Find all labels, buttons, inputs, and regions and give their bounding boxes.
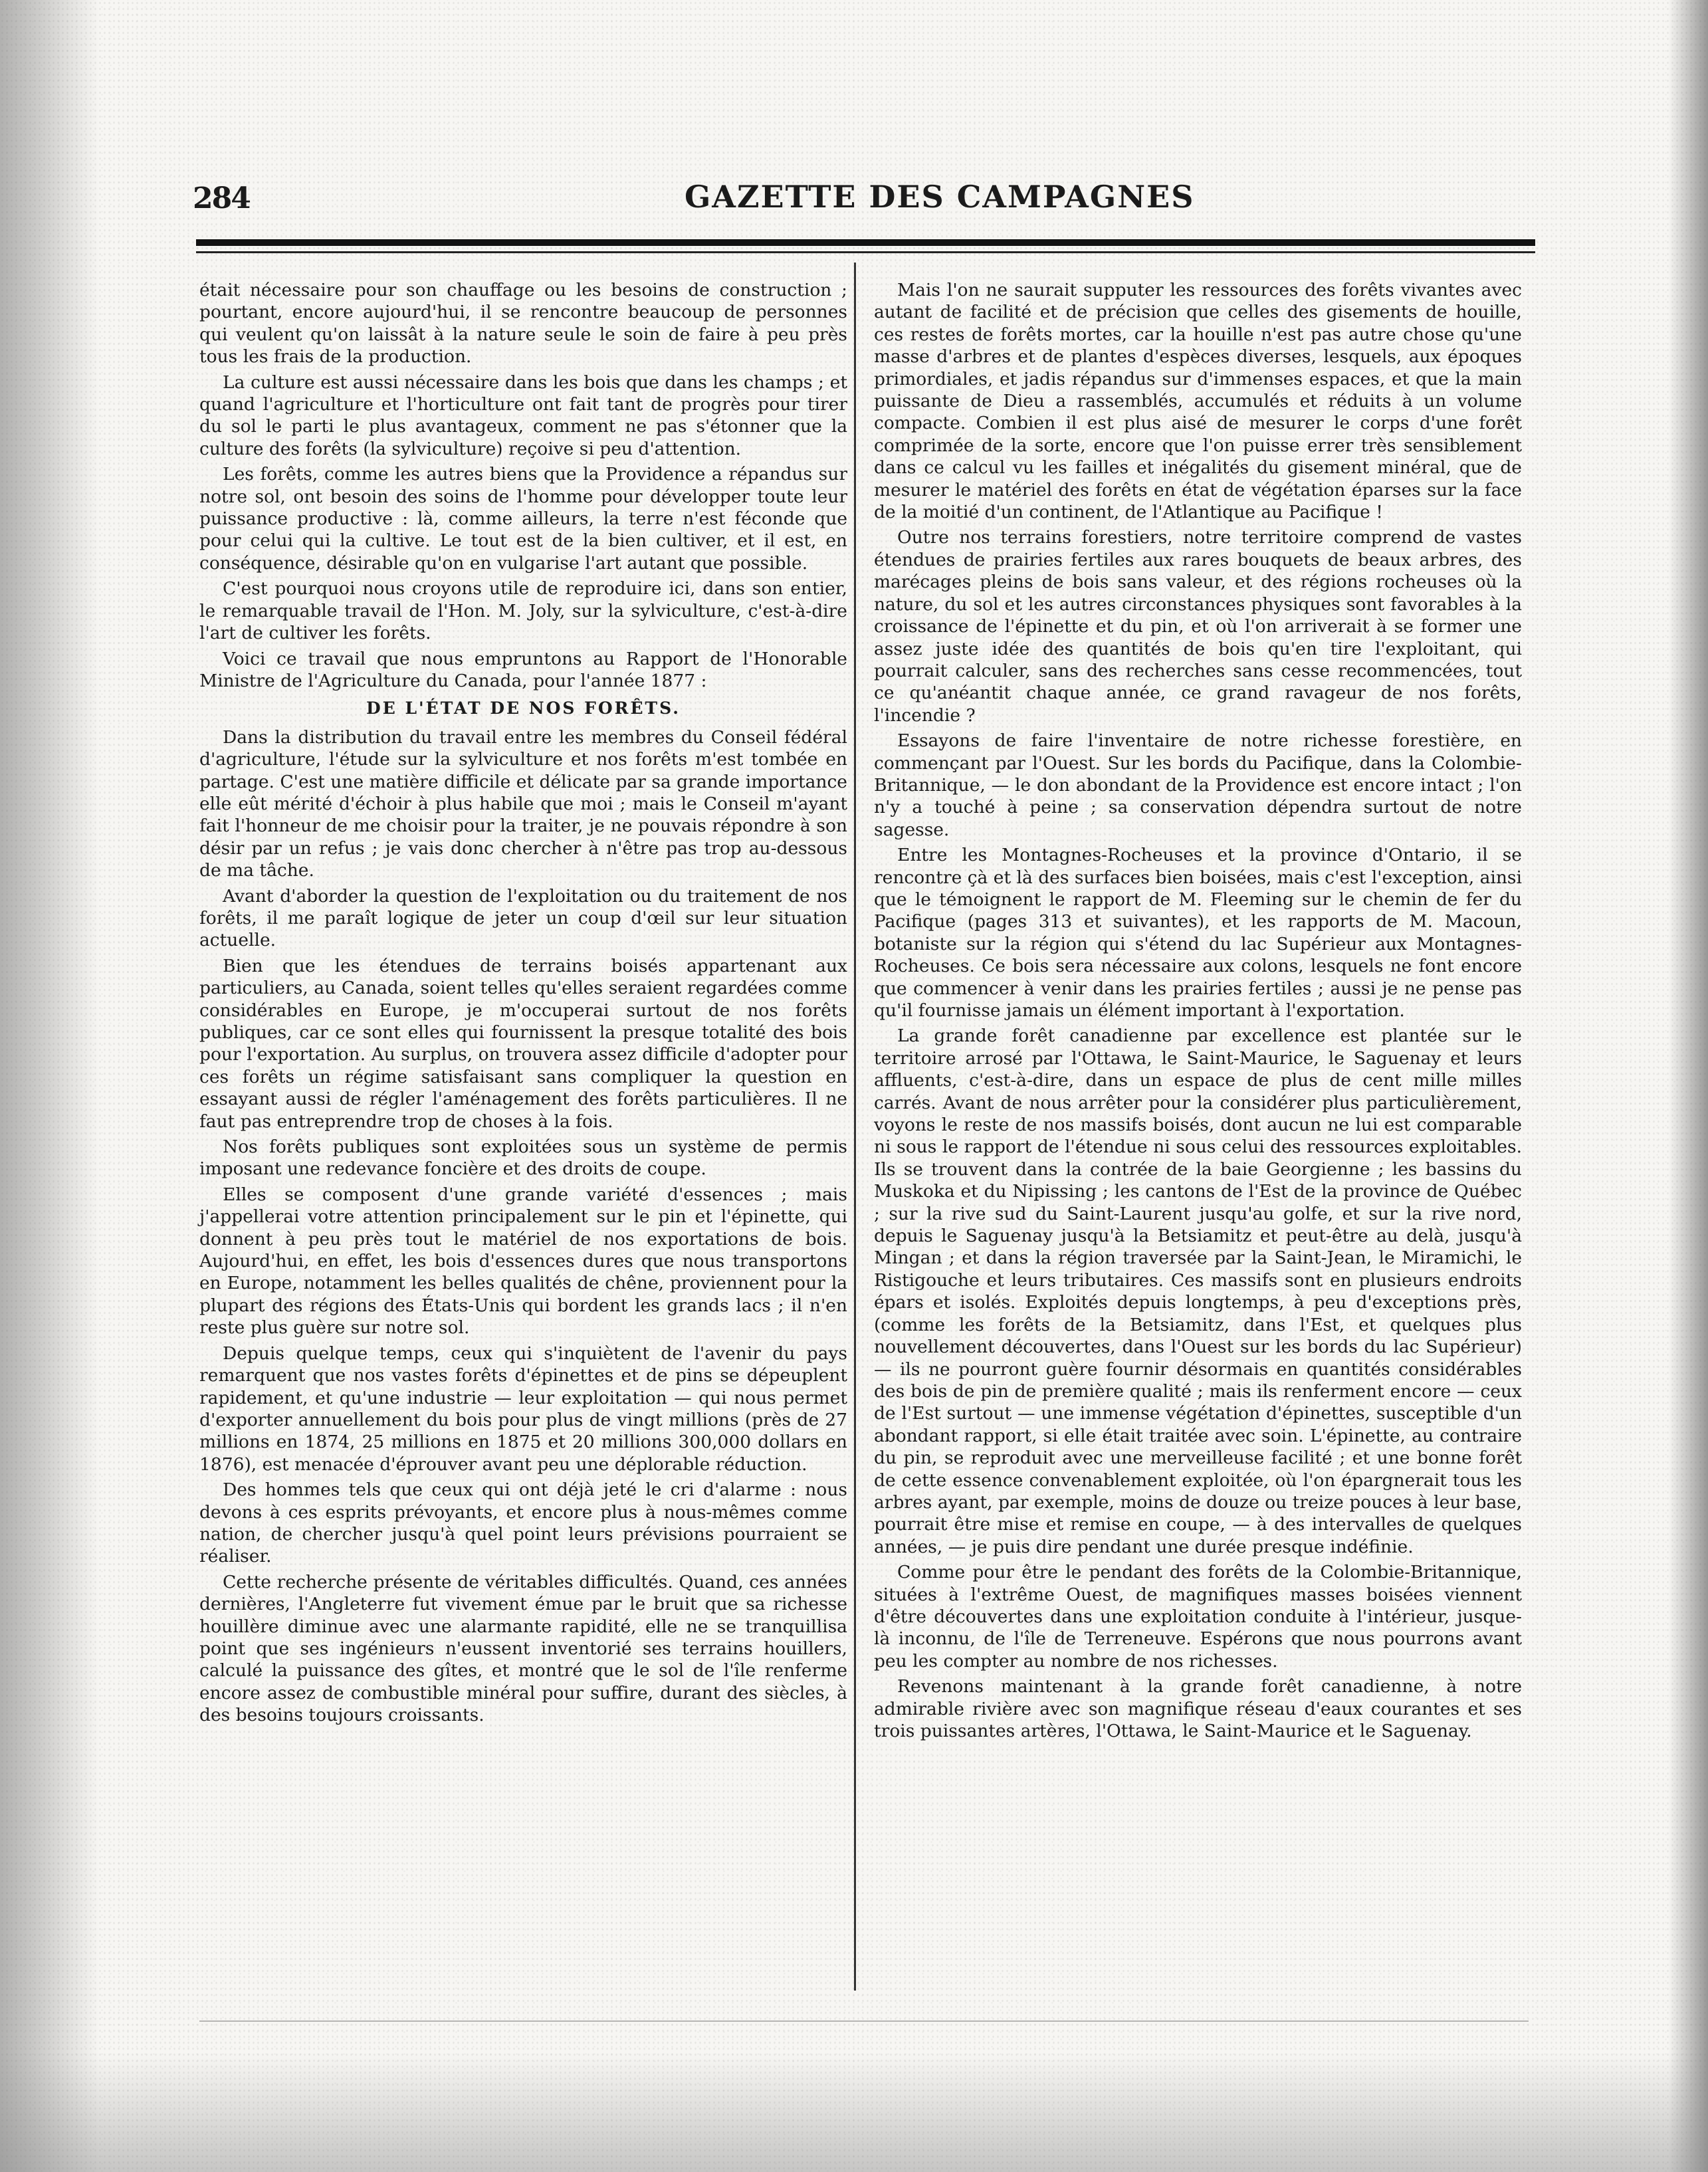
paragraph: Elles se composent d'une grande variété d'essences ; mais j'appellerai votre attention principalement sur le pin et l'épinette, qui donnent à peu près tout le matériel de nos exportations de bois. Aujourd'hui, en effet, les bois d'essences dures que nous transportons en Europe, notamment les belles qualités de chêne, proviennent pour la plupart des régions des États-Unis qui bordent les grands lacs ; il n'en reste plus guère sur notre sol. — [199, 1184, 847, 1339]
paragraph: Des hommes tels que ceux qui ont déjà jeté le cri d'alarme : nous devons à ces esprits prévoyants, et encore plus à nous-mêmes comme nation, de chercher jusqu'à quel point leurs prévisions pourraient se réaliser. — [199, 1479, 847, 1567]
paragraph: Nos forêts publiques sont exploitées sous un système de permis imposant une redevance foncière et des droits de coupe. — [199, 1137, 847, 1180]
paragraph: Les forêts, comme les autres biens que la Providence a répandus sur notre sol, ont besoin des soins de l'homme pour développer toute leur puissance productive : là, comme ailleurs, la terre n'est féconde que pour celui qui la cultive. Le tout est de la bien cultiver, et il est, en conséquence, désirable qu'on en vulgarise l'art autant que possible. — [199, 464, 847, 574]
scan-shadow-bottom — [0, 2052, 1708, 2172]
paragraph: Bien que les étendues de terrains boisés appartenant aux particuliers, au Canada, soient telles qu'elles seraient regardées comme considérables en Europe, je m'occuperai surtout de nos forêts publiques, car ce sont elles qui fournissent la presque totalité des bois pour l'exportation. Au surplus, on trouvera assez difficile d'adopter pour ces forêts un régime satisfaisant sans compliquer la question en essayant aussi de régler l'aménagement des forêts particulières. Il ne faut pas entreprendre trop de choses à la fois. — [199, 955, 847, 1132]
paragraph: était nécessaire pour son chauffage ou les besoins de construction ; pourtant, encore aujourd'hui, il se rencontre beaucoup de personnes qui veulent qu'on laissât à la nature seule le soin de faire à peu près tous les frais de la production. — [199, 280, 847, 368]
paragraph: Revenons maintenant à la grande forêt canadienne, à notre admirable rivière avec son magnifique réseau d'eaux courantes et ses trois puissantes artères, l'Ottawa, le Saint-Maurice et le Saguenay. — [874, 1676, 1522, 1741]
paragraph: Comme pour être le pendant des forêts de la Colombie-Britannique, situées à l'extrême Ouest, de magnifiques masses boisées viennent d'être découvertes dans une exploitation conduite à l'intérieur, jusque-là inconnu, de l'île de Terreneuve. Espérons que nous pourrons avant peu les compter au nombre de nos richesses. — [874, 1562, 1522, 1672]
header-rule-thin — [196, 251, 1535, 253]
paragraph: La culture est aussi nécessaire dans les bois que dans les champs ; et quand l'agriculture et l'horticulture ont fait tant de progrès pour tirer du sol le parti le plus avantageux, comment ne pas s'étonner que la culture des forêts (la sylviculture) reçoive si peu d'attention. — [199, 372, 847, 459]
paragraph: Depuis quelque temps, ceux qui s'inquiètent de l'avenir du pays remarquent que nos vastes forêts d'épinettes et de pins se dépeuplent rapidement, et qu'une industrie — leur exploitation — qui nous permet d'exporter annuellement du bois pour plus de vingt millions (près de 27 millions en 1874, 25 millions en 1875 et 20 millions 300,000 dollars en 1876), est menacée d'éprouver avant peu une déplorable réduction. — [199, 1343, 847, 1475]
page-number: 284 — [193, 181, 250, 215]
paragraph: Avant d'aborder la question de l'exploitation ou du traitement de nos forêts, il me paraît logique de jeter un coup d'œil sur leur situation actuelle. — [199, 885, 847, 951]
paragraph: Outre nos terrains forestiers, notre territoire comprend de vastes étendues de prairies fertiles aux rares bouquets de beaux arbres, des marécages pleins de bois sans valeur, et des régions rocheuses où la nature, du sol et les autres circonstances physiques sont favorables à la croissance de l'épinette et du pin, et où l'on arriverait à se former une assez juste idée des quantités de bois qu'en tire l'exploitant, qui pourrait calculer, sans des recherches sans cesse recommencées, tout ce qu'anéantit chaque année, ce grand ravageur de nos forêts, l'incendie ? — [874, 527, 1522, 726]
running-title: GAZETTE DES CAMPAGNES — [685, 179, 1195, 215]
footer-rule — [199, 2020, 1529, 2022]
paragraph: Mais l'on ne saurait supputer les ressources des forêts vivantes avec autant de facilité et de précision que celles des gisements de houille, ces restes de forêts mortes, car la houille n'est pas autre chose qu'une masse d'arbres et de plantes d'espèces diverses, lesquels, aux époques primordiales, et jadis répandus sur d'immenses espaces, et que la main puissante de Dieu a rassemblés, accumulés et réduits à un volume compacte. Combien il est plus aisé de mesurer le corps d'une forêt comprimée de la sorte, encore que l'on puisse errer très sensiblement dans ce calcul vu les failles et inégalités du gisement minéral, que de mesurer le matériel des forêts en état de végétation éparses sur la face de la moitié d'un continent, de l'Atlantique au Pacifique ! — [874, 280, 1522, 523]
paragraph: Cette recherche présente de véritables difficultés. Quand, ces années dernières, l'Angleterre fut vivement émue par le bruit que sa richesse houillère diminue avec une alarmante rapidité, elle ne se tranquillisa point que ses ingénieurs n'eussent inventorié ses terrains houillers, calculé la puissance des gîtes, et montré que le sol de l'île renferme encore assez de combustible minéral pour suffire, durant des siècles, à des besoins toujours croissants. — [199, 1571, 847, 1726]
section-heading: DE L'ÉTAT DE NOS FORÊTS. — [366, 699, 681, 718]
paragraph: Entre les Montagnes-Rocheuses et la province d'Ontario, il se rencontre çà et là des surfaces bien boisées, mais c'est l'exception, ainsi que le témoignent le rapport de M. Fleeming sur le chemin de fer du Pacifique (pages 313 et suivantes), et les rapports de M. Macoun, botaniste sur la région qui s'étend du lac Supérieur aux Montagnes-Rocheuses. Ce bois sera nécessaire aux colons, lesquels ne font encore que commencer à venir dans les prairies fertiles ; aussi je ne pense pas qu'il fournisse jamais un élément important à l'exportation. — [874, 845, 1522, 1021]
left-column — [199, 279, 847, 1730]
right-column — [874, 279, 1522, 1745]
paragraph: La grande forêt canadienne par excellence est plantée sur le territoire arrosé par l'Ottawa, le Saint-Maurice, le Saguenay et leurs affluents, c'est-à-dire, dans un espace de plus de cent mille milles carrés. Avant de nous arrêter pour la considérer plus particulièrement, voyons le reste de nos massifs boisés, dont aucun ne lui est comparable ni sous le rapport de l'étendue ni sous celui des ressources exploitables. Ils se trouvent dans la contrée de la baie Georgienne ; les bassins du Muskoka et du Nipissing ; les cantons de l'Est de la province de Québec ; sur la rive sud du Saint-Laurent jusqu'au golfe, et sur la rive nord, depuis le Saguenay jusqu'à la Betsiamitz et peut-être au delà, jusqu'à Mingan ; et dans la région traversée par la Saint-Jean, le Miramichi, le Ristigouche et leurs tributaires. Ces massifs sont en plusieurs endroits épars et isolés. Exploités depuis longtemps, à peu d'exceptions près, (comme les forêts de la Betsiamitz, dans l'Est, et quelques plus nouvellement découvertes, dans l'Ouest sur les bords du lac Supérieur) — ils ne pourront guère fournir désormais en quantités considérables des bois de pin de première qualité ; mais ils renferment encore — ceux de l'Est surtout — une immense végétation d'épinettes, susceptible d'un abondant rapport, si elle était traitée avec soin. L'épinette, au contraire du pin, se reproduit avec une merveilleuse facilité ; et une bonne forêt de cette essence convenablement exploitée, où l'on épargnerait tous les arbres ayant, par exemple, moins de douze ou treize pouces à leur base, pourrait être mise et remise en coupe, — à des intervalles de quelques années, — je puis dire pendant une durée presque indéfinie. — [874, 1026, 1522, 1557]
paragraph: Dans la distribution du travail entre les membres du Conseil fédéral d'agriculture, l'étude sur la sylviculture et nos forêts m'est tombée en partage. C'est une matière difficile et délicate par sa grande importance elle eût mérité d'échoir à plus habile que moi ; mais le Conseil m'ayant fait l'honneur de me choisir pour la traiter, je ne pouvais répondre à son désir par un refus ; je vais donc chercher à n'être pas trop au-dessous de ma tâche. — [199, 726, 847, 881]
paragraph: Essayons de faire l'inventaire de notre richesse forestière, en commençant par l'Ouest. Sur les bords du Pacifique, dans la Colombie-Britannique, — le don abondant de la Providence est encore intact ; l'on n'y a touché à peine ; sa conservation dépendra surtout de notre sagesse. — [874, 730, 1522, 840]
scan-shadow-left — [0, 0, 100, 2172]
scan-shadow-right — [1668, 0, 1708, 2172]
page-header — [193, 176, 1535, 223]
column-divider — [854, 263, 856, 1991]
paragraph: C'est pourquoi nous croyons utile de reproduire ici, dans son entier, le remarquable travail de l'Hon. M. Joly, sur la sylviculture, c'est-à-dire l'art de cultiver les forêts. — [199, 578, 847, 644]
header-rule-thick — [196, 239, 1535, 246]
paragraph: Voici ce travail que nous empruntons au Rapport de l'Honorable Ministre de l'Agriculture du Canada, pour l'année 1877 : — [199, 648, 847, 691]
